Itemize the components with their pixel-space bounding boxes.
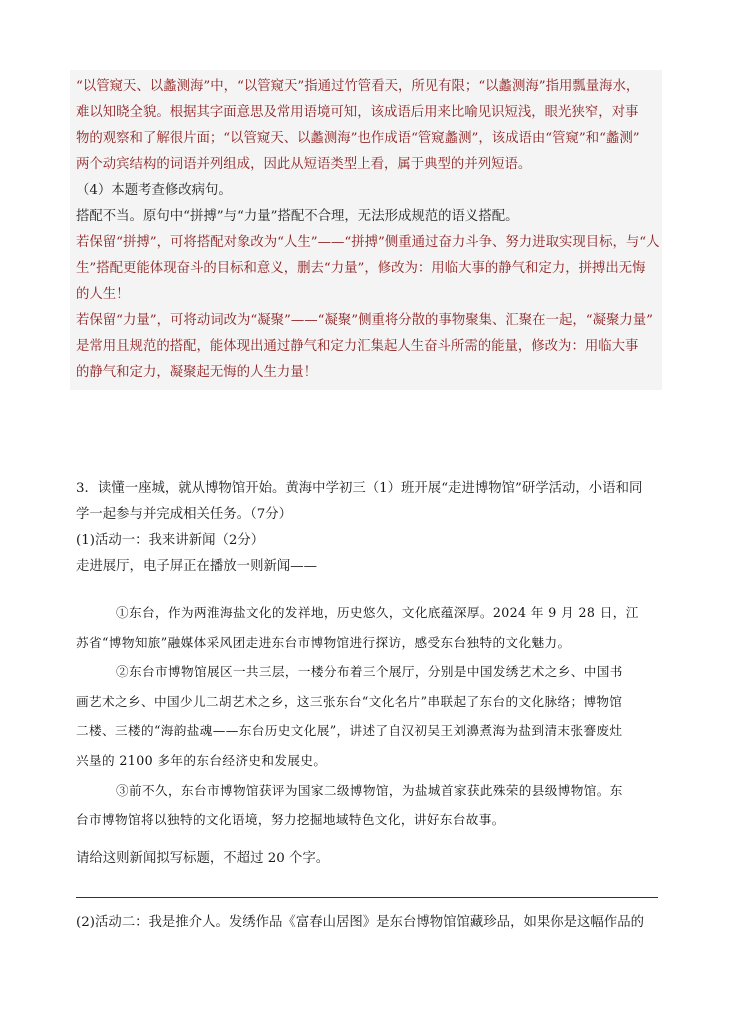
activity-2-text: (2)活动二：我是推介人。发绣作品《富春山居图》是东台博物馆馆藏珍品，如果你是这幅作品的 — [76, 915, 644, 930]
question-3-intro — [76, 476, 676, 580]
news-line: 兴垦的 2100 多年的东台经济史和发展史。 — [76, 752, 327, 768]
answer-line: 物的观察和了解很片面；“以管窥天、以蠡测海”也作成语“管窥蠡测”，该成语由“管窥”和“蠡测” — [76, 131, 640, 146]
answer-line: 是常用且规范的搭配，能体现出通过静气和定力汇集起人生奋斗所需的能量，修改为：用临大事 — [76, 339, 639, 354]
answer-analysis-block — [70, 70, 662, 390]
prompt-text: 请给这则新闻拟写标题，不超过 20 个字。 — [76, 851, 330, 866]
answer-line: 的人生！ — [76, 287, 130, 302]
answer-line: “以管窥天、以蠡测海”中，“以管窥天”指通过竹管看天，所见有限；“以蠡测海”指用瓢量海水， — [76, 79, 640, 94]
news-line: 苏省“博物知旅”融媒体采风团走进东台市博物馆进行探访，感受东台独特的文化魅力。 — [76, 634, 571, 650]
question-line: 3．读懂一座城，就从博物馆开始。黄海中学初三（1）班开展“走进博物馆”研学活动，小语和同 — [76, 481, 643, 496]
news-line: 二楼、三楼的“海韵盐魂——东台历史文化展”，讲述了自汉初吴王刘濞煮海为盐到清末张謇废灶 — [76, 723, 623, 739]
news-line: ①东台，作为两淮海盐文化的发祥地，历史悠久，文化底蕴深厚。2024 年 9 月 28 日，江 — [116, 605, 639, 620]
answer-line: 的静气和定力，凝聚起无悔的人生力量！ — [76, 365, 318, 380]
news-line: 画艺术之乡、中国少儿二胡艺术之乡，这三张东台“文化名片”串联起了东台的文化脉络；博物馆 — [76, 693, 623, 709]
news-article — [76, 598, 666, 835]
answer-blank-line[interactable] — [76, 897, 658, 898]
answer-subheading: （4）本题考查修改病句。 — [76, 183, 232, 198]
answer-line: 两个动宾结构的词语并列组成，因此从短语类型上看，属于典型的并列短语。 — [76, 157, 532, 172]
activity-2 — [76, 910, 676, 936]
answer-line: 难以知晓全貌。根据其字面意思及常用语境可知，该成语后用来比喻见识短浅，眼光狭窄，对事 — [76, 105, 639, 120]
activity-1-heading: (1)活动一：我来讲新闻（2分） — [76, 533, 265, 548]
answer-line: 搭配不当。原句中“拼搏”与“力量”搭配不合理，无法形成规范的语义搭配。 — [76, 209, 519, 224]
news-line: ②东台市博物馆展区一共三层，一楼分布着三个展厅，分别是中国发绣艺术之乡、中国书 — [116, 664, 623, 680]
answer-line: 生”搭配更能体现奋斗的目标和意义，删去“力量”，修改为：用临大事的静气和定力，拼搏出无悔 — [76, 261, 646, 276]
news-line: ③前不久，东台市博物馆获评为国家二级博物馆，为盐城首家获此殊荣的县级博物馆。东 — [116, 782, 623, 798]
news-line: 台市博物馆将以独特的文化语境，努力挖掘地域特色文化，讲好东台故事。 — [76, 812, 505, 828]
question-line: 走进展厅，电子屏正在播放一则新闻—— — [76, 559, 318, 574]
title-prompt — [76, 846, 676, 872]
question-line: 学一起参与并完成相关任务。（7分） — [76, 507, 293, 522]
answer-line: 若保留“力量”，可将动词改为“凝聚”——“凝聚”侧重将分散的事物聚集、汇聚在一起，“凝聚力量” — [76, 313, 653, 328]
answer-line: 若保留“拼搏”，可将搭配对象改为“人生”——“拼搏”侧重通过奋力斗争、努力进取实现目标，与“人 — [76, 235, 660, 250]
